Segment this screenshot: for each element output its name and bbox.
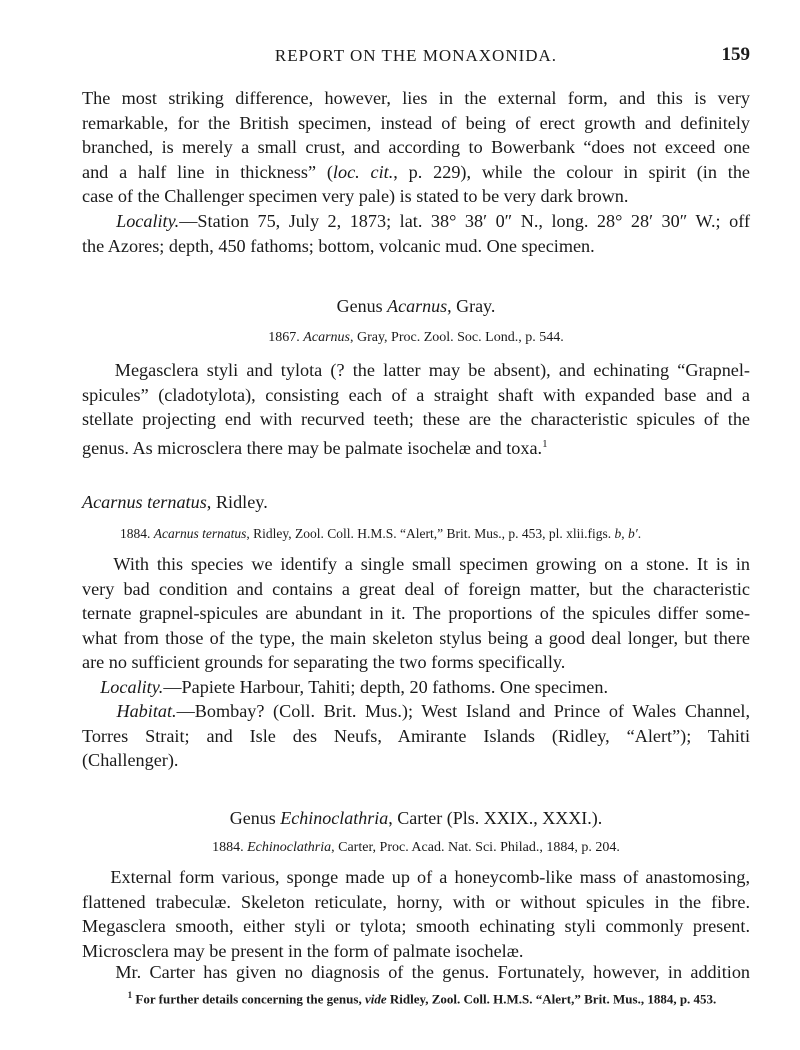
text-span: For further details concerning the genus, xyxy=(132,991,365,1007)
text-span: —Station 75, July 2, 1873; lat. 38° 38′ 0″ N., long. 28° 28′ 30″ W.; off xyxy=(179,211,751,231)
text-span: With this species we identify a single small specimen growing on a stone. It is in xyxy=(113,554,751,574)
text-line: Microsclera may be present in the form of palmate isochelæ. xyxy=(82,940,524,961)
text-line: are no sufficient grounds for separating the two forms specifically. xyxy=(82,652,566,673)
locality-paragraph xyxy=(82,675,750,700)
text-span: 1884. xyxy=(212,840,248,855)
locality-paragraph xyxy=(82,209,750,258)
running-header xyxy=(82,40,750,70)
paragraph-carter xyxy=(82,960,750,985)
page-number: 159 xyxy=(721,44,750,65)
text-span: Ridley, Zool. Coll. H.M.S. “Alert,” Brit. Mus., 1884, p. 453. xyxy=(386,991,717,1007)
text-line xyxy=(82,432,750,461)
paragraph-external-form-genus xyxy=(82,865,750,963)
text-span: , Carter (Pls. XXIX., XXXI.). xyxy=(388,808,603,828)
italic-citation: loc. cit. xyxy=(332,161,394,182)
genus-citation xyxy=(82,840,750,856)
italic-figure: b xyxy=(614,526,622,541)
text-line: Torres Strait; and Isle des Neufs, Amirante Islands (Ridley, “Alert”); Tahiti xyxy=(82,725,750,746)
text-line: remarkable, for the British specimen, instead of being of erect growth and definitely xyxy=(82,112,750,133)
text-line xyxy=(82,358,750,383)
text-line: case of the Challenger specimen very pale) is stated to be very dark brown. xyxy=(82,186,629,207)
text-line xyxy=(82,699,750,724)
italic-figure: b′ xyxy=(628,526,638,541)
text-line xyxy=(82,209,750,234)
genus-name: Echinoclathria xyxy=(280,808,389,828)
text-line: ternate grapnel-spicules are abundant in it. The proportions of the spicules differ some- xyxy=(82,603,750,624)
footnote-marker: 1 xyxy=(542,437,548,450)
text-span: , Carter, Proc. Acad. Nat. Sci. Philad., 1884, p. 204. xyxy=(331,840,620,855)
text-line xyxy=(82,675,750,700)
footnote xyxy=(82,990,762,1007)
text-span: , p. 229), while the colour in spirit (in the xyxy=(393,161,750,182)
text-span: genus. As microsclera there may be palmate isochelæ and toxa. xyxy=(82,437,543,458)
italic-name: Acarnus ternatus xyxy=(153,526,247,541)
text-line: stellate projecting end with recurved teeth; these are the characteristic spicules of the xyxy=(82,409,750,430)
text-span: Megasclera styli and tylota (? the latter may be absent), and echinating “Grapnel- xyxy=(114,360,750,380)
genus-heading xyxy=(82,808,750,829)
text-span: 1884. xyxy=(120,526,154,541)
text-line xyxy=(82,960,750,985)
genus-name: Acarnus xyxy=(387,296,448,316)
text-span: , Ridley. xyxy=(206,492,268,512)
text-span: . xyxy=(637,526,642,541)
text-line: (Challenger). xyxy=(82,750,179,771)
text-span: Genus xyxy=(229,808,281,828)
running-title: REPORT ON THE MONAXONIDA. xyxy=(274,46,558,65)
genus-heading xyxy=(82,296,750,317)
species-heading xyxy=(82,492,268,513)
text-line: spicules” (cladotylota), consisting each of a straight shaft with expanded base and a xyxy=(82,384,750,405)
text-span: , Gray, Proc. Zool. Soc. Lond., p. 544. xyxy=(349,330,564,345)
text-line xyxy=(82,552,750,577)
italic-name: Echinoclathria xyxy=(247,840,332,855)
species-name: Acarnus ternatus xyxy=(82,492,207,512)
text-span: and a half line in thickness” ( xyxy=(82,161,333,182)
genus-citation xyxy=(82,330,750,346)
text-span: Genus xyxy=(336,296,388,316)
text-span: 1867. xyxy=(268,330,304,345)
italic-name: Acarnus xyxy=(303,330,350,345)
text-line: what from those of the type, the main skeleton stylus being a good deal longer, but there xyxy=(82,627,750,648)
text-span: , Gray. xyxy=(447,296,496,316)
habitat-paragraph xyxy=(82,699,750,773)
species-citation xyxy=(120,526,760,542)
locality-label: Locality. xyxy=(116,211,180,231)
paragraph-megasclera xyxy=(82,358,750,460)
text-line: flattened trabeculæ. Skeleton reticulate, horny, with or without spicules in the fibre. xyxy=(82,891,750,912)
text-line: Megasclera smooth, either styli or tylota; smooth echinating styli commonly present. xyxy=(82,916,750,937)
text-span: —Bombay? (Coll. Brit. Mus.); West Island and Prince of Wales Channel, xyxy=(176,701,751,721)
paragraph-external-form xyxy=(82,86,750,209)
text-span: , Ridley, Zool. Coll. H.M.S. “Alert,” Brit. Mus., p. 453, pl. xlii.figs. xyxy=(246,526,615,541)
text-span: , xyxy=(621,526,628,541)
habitat-label: Habitat. xyxy=(116,701,177,721)
text-line: the Azores; depth, 450 fathoms; bottom, volcanic mud. One specimen. xyxy=(82,235,595,256)
text-span: External form various, sponge made up of a honeycomb-like mass of anastomosing, xyxy=(110,867,750,887)
text-line: branched, is merely a small crust, and according to Bowerbank “does not exceed one xyxy=(82,137,750,158)
italic-word: vide xyxy=(364,991,387,1007)
text-line xyxy=(82,865,750,890)
text-span: Mr. Carter has given no diagnosis of the genus. Fortunately, however, in addition xyxy=(115,962,751,982)
text-line: The most striking difference, however, lies in the external form, and this is very xyxy=(82,88,750,108)
text-line xyxy=(82,160,750,185)
footnote-marker: 1 xyxy=(127,990,133,1000)
paragraph-species-description xyxy=(82,552,750,675)
text-span: —Papiete Harbour, Tahiti; depth, 20 fathoms. One specimen. xyxy=(163,677,609,697)
text-line: very bad condition and contains a great deal of foreign matter, but the characteristic xyxy=(82,578,750,599)
locality-label: Locality. xyxy=(100,677,164,697)
